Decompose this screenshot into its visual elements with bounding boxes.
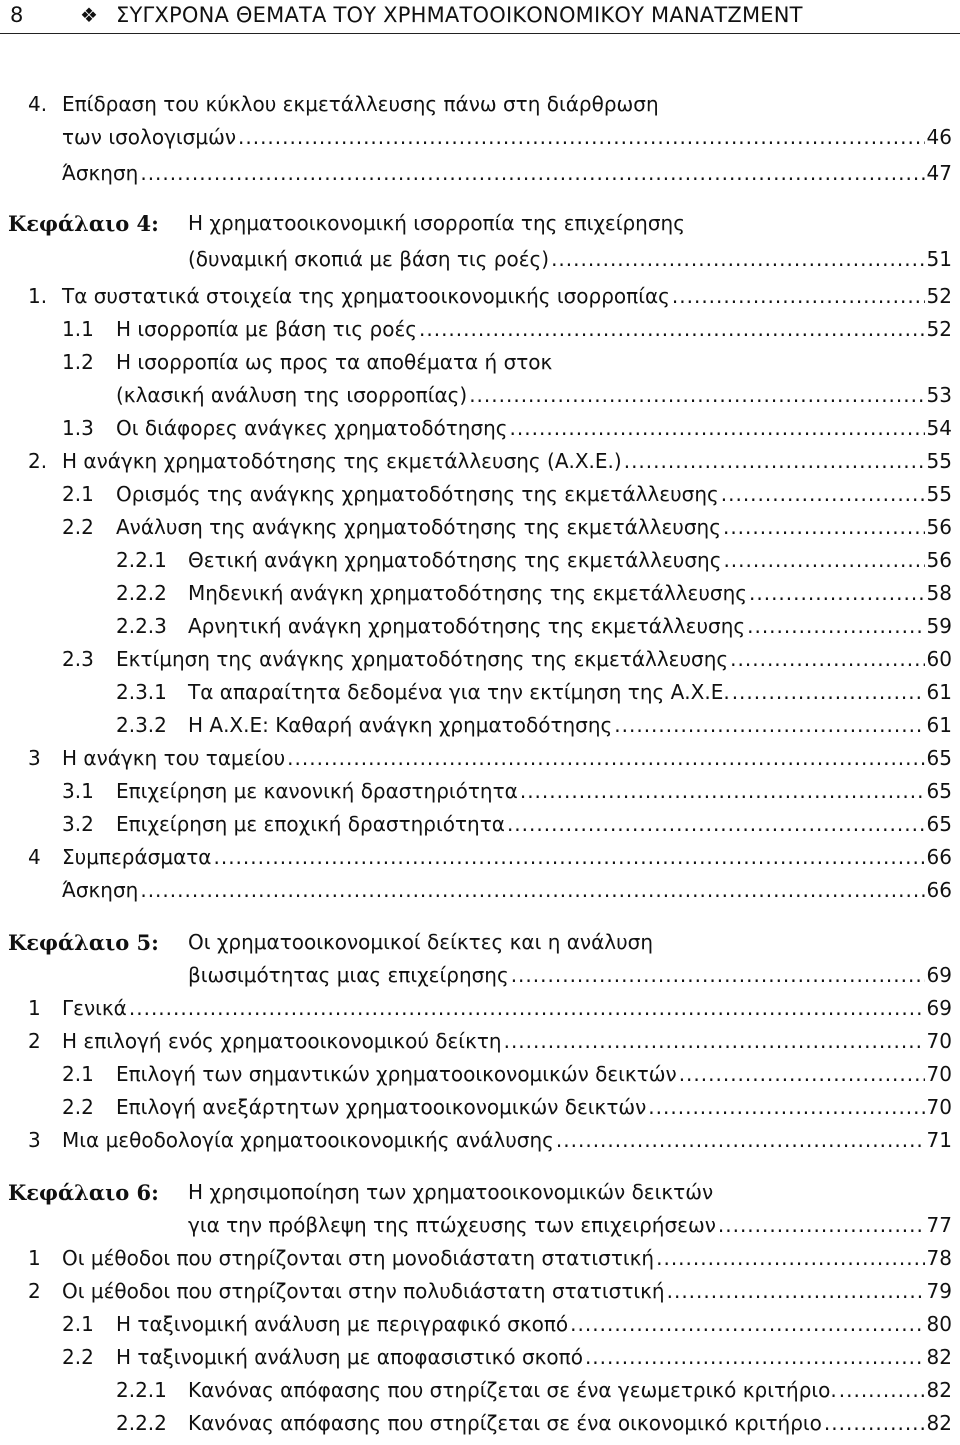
- entry-number: 1.2: [62, 350, 94, 374]
- dot-leader: [624, 445, 925, 478]
- entry-title: Τα συστατικά στοιχεία της χρηματοοικονομικής ισορροπίας: [62, 284, 670, 308]
- dot-leader: [140, 874, 924, 907]
- dot-leader: [238, 121, 925, 154]
- entry-number: 2.2: [62, 515, 94, 539]
- dot-leader: [129, 992, 925, 1025]
- toc-entry: [62, 1341, 952, 1374]
- entry-title: Η ταξινομική ανάλυση με περιγραφικό σκοπό: [116, 1312, 569, 1336]
- dot-leader: [614, 709, 924, 742]
- entry-title: Συμπεράσματα: [62, 845, 212, 869]
- toc-entry: [62, 313, 952, 346]
- toc-entry: [116, 709, 952, 742]
- toc-entry: [62, 1091, 952, 1124]
- entry-page-number: 66: [926, 845, 952, 869]
- entry-number: 1.: [28, 284, 48, 308]
- entry-page-number: 82: [926, 1378, 952, 1402]
- toc-entry: [62, 478, 952, 511]
- entry-page-number: 61: [926, 713, 952, 737]
- entry-number: 2.3.1: [116, 680, 167, 704]
- chapter-heading: [8, 1176, 952, 1209]
- toc-entry: [28, 88, 952, 121]
- entry-number: 2: [28, 1279, 41, 1303]
- toc-entry: [116, 676, 952, 709]
- entry-number: 1: [28, 1246, 41, 1270]
- dot-leader: [511, 959, 925, 992]
- entry-title: Επιχείρηση με κανονική δραστηριότητα: [116, 779, 518, 803]
- entry-page-number: 69: [926, 963, 952, 987]
- toc-entry: [116, 379, 952, 412]
- running-title: ΣΥΓΧΡΟΝΑ ΘΕΜΑΤΑ ΤΟΥ ΧΡΗΜΑΤΟΟΙΚΟΝΟΜΙΚΟΥ ΜΑΝΑΤΖΜΕΝΤ: [116, 3, 803, 27]
- toc-entry: [62, 1308, 952, 1341]
- entry-number: 4: [28, 845, 41, 869]
- entry-title: Θετική ανάγκη χρηματοδότησης της εκμετάλλευσης: [188, 548, 722, 572]
- entry-title: Οι μέθοδοι που στηρίζονται στη μονοδιάστατη στατιστική: [62, 1246, 655, 1270]
- entry-number: 2.1: [62, 1062, 94, 1086]
- toc-entry: [28, 280, 952, 313]
- toc-entry: [28, 1025, 952, 1058]
- entry-number: 3.1: [62, 779, 94, 803]
- chapter-heading: [8, 207, 952, 240]
- toc-entry: [62, 346, 952, 379]
- dot-leader: [585, 1341, 925, 1374]
- entry-number: 2.: [28, 449, 48, 473]
- toc-entry: [62, 808, 952, 841]
- dot-leader: [732, 676, 925, 709]
- entry-title: Η ανάγκη του ταμείου: [62, 746, 286, 770]
- toc-entry: [188, 1209, 952, 1242]
- toc-entry: [28, 742, 952, 775]
- entry-page-number: 80: [926, 1312, 952, 1336]
- entry-page-number: 61: [926, 680, 952, 704]
- entry-page-number: 65: [926, 746, 952, 770]
- entry-page-number: 56: [926, 548, 952, 572]
- entry-title: Η επιλογή ενός χρηματοοικονομικού δείκτη: [62, 1029, 502, 1053]
- entry-title: Η Α.Χ.Ε: Καθαρή ανάγκη χρηματοδότησης: [188, 713, 613, 737]
- entry-page-number: 52: [926, 284, 952, 308]
- entry-page-number: 47: [926, 161, 952, 185]
- entry-page-number: 55: [926, 449, 952, 473]
- entry-title: Η χρησιμοποίηση των χρηματοοικονομικών δεικτών: [188, 1180, 714, 1204]
- entry-title: των ισολογισμών: [62, 125, 236, 149]
- entry-number: 2.3: [62, 647, 94, 671]
- entry-title: Η χρηματοοικονομική ισορροπία της επιχείρησης: [188, 211, 685, 235]
- page-number: 8: [10, 3, 24, 27]
- entry-number: 2.2.3: [116, 614, 167, 638]
- dot-leader: [656, 1242, 924, 1275]
- entry-title: Άσκηση: [62, 161, 139, 185]
- chapter-label: Κεφάλαιο 5:: [8, 930, 159, 955]
- dot-leader: [723, 544, 924, 577]
- dot-leader: [679, 1058, 925, 1091]
- entry-title: Αρνητική ανάγκη χρηματοδότησης της εκμετάλλευσης: [188, 614, 746, 638]
- entry-title: Τα απαραίτητα δεδομένα για την εκτίμηση της Α.Χ.Ε.: [188, 680, 730, 704]
- toc-entry: [116, 610, 952, 643]
- entry-page-number: 59: [926, 614, 952, 638]
- toc-entry: [62, 775, 952, 808]
- dot-leader: [730, 643, 924, 676]
- entry-number: 3: [28, 746, 41, 770]
- entry-number: 1.1: [62, 317, 94, 341]
- entry-page-number: 79: [926, 1279, 952, 1303]
- dot-leader: [723, 511, 925, 544]
- entry-page-number: 60: [926, 647, 952, 671]
- chapter-heading: [8, 926, 952, 959]
- dot-leader: [672, 280, 925, 313]
- entry-number: 3.2: [62, 812, 94, 836]
- entry-title: Μηδενική ανάγκη χρηματοδότησης της εκμετάλλευσης: [188, 581, 747, 605]
- entry-number: 2.2.1: [116, 548, 167, 572]
- entry-title: Επιλογή ανεξάρτητων χρηματοοικονομικών δεικτών: [116, 1095, 647, 1119]
- entry-page-number: 53: [926, 383, 952, 407]
- entry-title: Γενικά: [62, 996, 127, 1020]
- dot-leader: [469, 379, 924, 412]
- dot-leader: [570, 1308, 924, 1341]
- entry-number: 2.2.1: [116, 1378, 167, 1402]
- toc-entry: [62, 511, 952, 544]
- dot-leader: [419, 313, 925, 346]
- entry-page-number: 56: [926, 515, 952, 539]
- dot-leader: [510, 412, 925, 445]
- dot-leader: [749, 577, 925, 610]
- entry-page-number: 82: [926, 1411, 952, 1435]
- entry-number: 2.1: [62, 482, 94, 506]
- dot-leader: [140, 157, 924, 190]
- dot-leader: [556, 1124, 925, 1157]
- entry-title: Άσκηση: [62, 878, 139, 902]
- dot-leader: [747, 610, 924, 643]
- entry-title: Η ταξινομική ανάλυση με αποφασιστικό σκοπό: [116, 1345, 583, 1369]
- toc-entry: [188, 959, 952, 992]
- entry-page-number: 51: [926, 247, 952, 271]
- entry-title: Κανόνας απόφασης που στηρίζεται σε ένα οικονομικό κριτήριο: [188, 1411, 822, 1435]
- entry-page-number: 54: [926, 416, 952, 440]
- entry-page-number: 71: [926, 1128, 952, 1152]
- dot-leader: [721, 478, 925, 511]
- entry-page-number: 82: [926, 1345, 952, 1369]
- toc-entry: [62, 874, 952, 907]
- toc-entry: [62, 643, 952, 676]
- entry-page-number: 65: [926, 812, 952, 836]
- entry-number: 2: [28, 1029, 41, 1053]
- dot-leader: [667, 1275, 925, 1308]
- toc-entry: [62, 412, 952, 445]
- toc-entry: [62, 121, 952, 154]
- entry-title: Η ισορροπία ως προς τα αποθέματα ή στοκ: [116, 350, 553, 374]
- entry-page-number: 46: [926, 125, 952, 149]
- dot-leader: [520, 775, 925, 808]
- toc-entry: [116, 1407, 952, 1440]
- entry-title: Επιλογή των σημαντικών χρηματοοικονομικών δεικτών: [116, 1062, 677, 1086]
- entry-number: 2.3.2: [116, 713, 167, 737]
- entry-number: 3: [28, 1128, 41, 1152]
- toc-entry: [28, 1124, 952, 1157]
- dot-leader: [824, 1407, 925, 1440]
- entry-title: Η ισορροπία με βάση τις ροές: [116, 317, 417, 341]
- toc-entry: [188, 243, 952, 276]
- entry-title: Επιχείρηση με εποχική δραστηριότητα: [116, 812, 505, 836]
- entry-page-number: 66: [926, 878, 952, 902]
- dot-leader: [839, 1374, 925, 1407]
- dot-leader: [507, 808, 925, 841]
- entry-page-number: 58: [926, 581, 952, 605]
- entry-title: Η ανάγκη χρηματοδότησης της εκμετάλλευσης (Α.Χ.Ε.): [62, 449, 622, 473]
- dot-leader: [213, 841, 924, 874]
- chapter-label: Κεφάλαιο 4:: [8, 211, 159, 236]
- entry-number: 2.1: [62, 1312, 94, 1336]
- header-rule: [0, 33, 960, 34]
- toc-entry: [28, 1275, 952, 1308]
- toc-entry: [116, 577, 952, 610]
- entry-page-number: 70: [926, 1095, 952, 1119]
- dot-leader: [287, 742, 924, 775]
- toc-entry: [62, 1058, 952, 1091]
- entry-number: 1: [28, 996, 41, 1020]
- dot-leader: [504, 1025, 925, 1058]
- dot-leader: [718, 1209, 925, 1242]
- entry-title: (δυναμική σκοπιά με βάση τις ροές): [188, 247, 550, 271]
- toc-entry: [116, 544, 952, 577]
- entry-number: 1.3: [62, 416, 94, 440]
- entry-page-number: 55: [926, 482, 952, 506]
- entry-title: Μια μεθοδολογία χρηματοοικονομικής ανάλυσης: [62, 1128, 554, 1152]
- entry-title: Επίδραση του κύκλου εκμετάλλευσης πάνω στη διάρθρωση: [62, 92, 659, 116]
- toc-entry: [28, 1242, 952, 1275]
- chapter-label: Κεφάλαιο 6:: [8, 1180, 159, 1205]
- entry-number: 2.2.2: [116, 1411, 167, 1435]
- entry-title: Εκτίμηση της ανάγκης χρηματοδότησης της εκμετάλλευσης: [116, 647, 729, 671]
- entry-page-number: 65: [926, 779, 952, 803]
- entry-title: Οι διάφορες ανάγκες χρηματοδότησης: [116, 416, 508, 440]
- entry-number: 4.: [28, 92, 48, 116]
- entry-page-number: 78: [926, 1246, 952, 1270]
- entry-number: 2.2.2: [116, 581, 167, 605]
- entry-title: Οι μέθοδοι που στηρίζονται στην πολυδιάστατη στατιστική: [62, 1279, 665, 1303]
- dot-leader: [648, 1091, 924, 1124]
- entry-title: για την πρόβλεψη της πτώχευσης των επιχειρήσεων: [188, 1213, 716, 1237]
- entry-title: Οι χρηματοοικονομικοί δείκτες και η ανάλυση: [188, 930, 654, 954]
- entry-title: (κλασική ανάλυση της ισορροπίας): [116, 383, 468, 407]
- toc-entry: [116, 1374, 952, 1407]
- entry-page-number: 52: [926, 317, 952, 341]
- page-header: [0, 0, 960, 34]
- entry-page-number: 70: [926, 1062, 952, 1086]
- entry-title: βιωσιμότητας μιας επιχείρησης: [188, 963, 509, 987]
- entry-page-number: 77: [926, 1213, 952, 1237]
- entry-number: 2.2: [62, 1095, 94, 1119]
- entry-page-number: 69: [926, 996, 952, 1020]
- toc-entry: [28, 841, 952, 874]
- toc-entry: [28, 992, 952, 1025]
- diamond-icon: ❖: [80, 3, 98, 27]
- entry-page-number: 70: [926, 1029, 952, 1053]
- toc-entry: [28, 445, 952, 478]
- entry-title: Ορισμός της ανάγκης χρηματοδότησης της εκμετάλλευσης: [116, 482, 719, 506]
- toc-entry: [62, 157, 952, 190]
- dot-leader: [551, 243, 924, 276]
- entry-title: Ανάλυση της ανάγκης χρηματοδότησης της εκμετάλλευσης: [116, 515, 721, 539]
- entry-title: Κανόνας απόφασης που στηρίζεται σε ένα γεωμετρικό κριτήριο.: [188, 1378, 837, 1402]
- entry-number: 2.2: [62, 1345, 94, 1369]
